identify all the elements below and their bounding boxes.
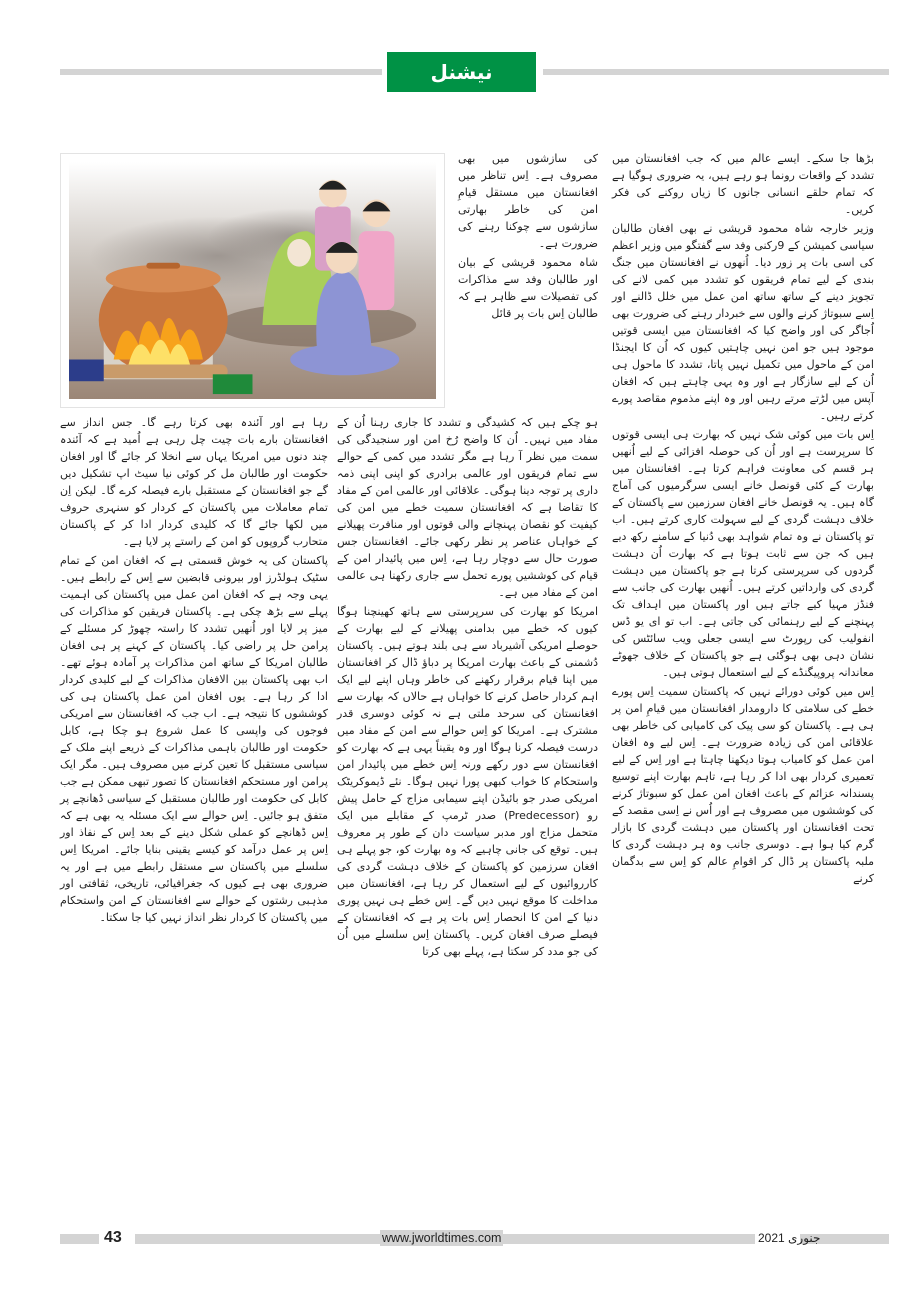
article-column-middle	[337, 414, 598, 962]
article-column-middle-top	[458, 150, 598, 324]
paragraph: امریکا کو بھارت کی سرپرستی سے ہاتھ کھینچنا ہوگا کیوں کہ خطے میں بدامنی پھیلانے کے لیے بھارت کے حوصلے امریکی آشیرباد سے ہی بلند ہوتے ہیں۔ پاکستان دُشمنی کے باعث بھارت امریکا پر دباؤ ڈال کر افغانستان میں اپنا قیام برقرار رکھنے کی خاطر وہاں اپنے لیے ایک اہم کردار حاصل کرنے کا خواہاں ہے حالاں کہ بھارت سے افغانستان کی سرحد ملتی ہے نہ کوئی دوسری قدر مشترک ہے۔ امریکا کو اِس حوالے سے امن کے مفاد میں درست فیصلہ کرنا ہوگا اور وہ یقیناً یہی ہے کہ بھارت کو افغانستان سے دور رکھے ورنہ اِس خطے میں پائیدار امن واستحکام کا خواب کبھی پورا نہیں ہوگا۔ نئے ڈیموکریٹک امریکی صدر جو بائیڈن اپنے سیمابی مزاج کے حامل پیش رو (Predecessor) صدر ٹرمپ کے مقابلے میں ایک متحمل مزاج اور مدبر سیاست دان کے طور پر معروف ہیں۔ توقع کی جانی چاہیے کہ وہ بھارت کو، جو پہلے ہی افغان سرزمین کو پاکستان کے خلاف دہشت گردی کی کارروائیوں کے لیے استعمال کر رہا ہے، افغانستان میں مداخلت کا موقع نہیں دیں گے۔ اِس خطے ہی نہیں پوری دنیا کے امن کا انحصار اِس بات پر ہے کہ افغانستان کے فیصلے صرف افغان کریں۔ پاکستان اِس سلسلے میں اُن کی جو مدد کر سکتا ہے، پہلے بھی کرتا	[337, 605, 598, 958]
header-rule-left	[60, 69, 382, 75]
header-rule-right	[543, 69, 889, 75]
article-column-right	[612, 150, 874, 889]
footer-rule	[60, 1234, 99, 1244]
paragraph: ہو چکے ہیں کہ کشیدگی و تشدد کا جاری رہنا اُن کے مفاد میں نہیں۔ اُن کا واضح رُخ امن اور سنجیدگی کی سمت میں نظر آ رہا ہے مگر تشدد میں کمی کے حوالے سے تمام فریقوں اور عالمی برادری کو اپنی اپنی ذمہ داری پر توجہ دینا ہوگی۔ علاقائی اور عالمی امن کے مفاد کا تقاضا ہے کہ افغانستان سمیت خطے میں امن کی کیفیت کو نقصان پہنچانے والی قوتوں اور منافرت پھیلانے کے خواہاں عناصر پر نظر رکھی جائے۔ افغانستان جس صورت حال سے دوچار رہا ہے، اِس میں پائیدار امن کے قیام کی کوششیں پورے تحمل سے جاری رکھنا ہی عالمی امن کے مفاد میں ہے۔	[337, 416, 598, 599]
paragraph: پاکستان کی یہ خوش قسمتی ہے کہ افغان امن کے تمام سٹیک ہولڈرز اور بیرونی قابضین سے اِس کے رابطے ہیں۔ یہی وجہ ہے کہ افغان امن عمل میں پاکستان کی اہمیت پہلے سے بڑھ چکی ہے۔ پاکستان فریقین کو مذاکرات کی میز پر لایا اور اُنھیں تشدد کا راستہ چھوڑ کر مسئلے کے پرامن حل پر راضی کیا۔ پاکستان کے کہنے پر ہی افغان طالبان امریکا کے ساتھ امن مذاکرات پر آمادہ ہوئے تھے۔ اب بھی پاکستان بین الافغان مذاکرات کے لیے کلیدی کردار ادا کر رہا ہے۔ یوں افغان امن عمل پاکستان ہی کی کوششوں کا نتیجہ ہے۔ اب جب کہ افغانستان سے امریکی فوجوں کی واپسی کا عمل شروع ہو چکا ہے، کابل حکومت اور طالبان باہمی مذاکرات کے ذریعے اپنے ملک کے سیاسی مستقبل کا تعین کرنے میں مصروف ہیں۔ مگر ایک پرامن اور مستحکم افغانستان کا تصور تبھی ممکن ہے جب کابل کی حکومت اور طالبان مستقبل کے سیاسی ڈھانچے پر متفق ہو جائیں۔ اِس حوالے سے ایک مسئلہ یہ بھی ہے کہ اِس ڈھانچے کو عملی شکل دینے کے بعد اِس کے نفاذ اور اِس پر عمل درآمد کو کیسے یقینی بنایا جائے۔ امریکا اِس سلسلے میں پاکستان سے مستقل رابطے میں ہے اور یہ ضروری بھی ہے کیوں کہ جغرافیائی، تاریخی، ثقافتی اور مذہبی رشتوں کے حوالے سے افغانستان کے امن واستحکام میں پاکستان کا کردار نظر انداز نہیں کیا جا سکتا۔	[60, 554, 328, 924]
article-illustration	[60, 153, 445, 408]
paragraph: بڑھا جا سکے۔ ایسے عالم میں کہ جب افغانستان میں تشدد کے واقعات رونما ہو رہے ہیں، یہ ضروری ہوگیا ہے کہ تمام حلقے انسانی جانوں کا زیاں روکنے کی فکر کریں۔	[612, 152, 874, 216]
paragraph: رہا ہے اور آئندہ بھی کرتا رہے گا۔ جس انداز سے افغانستان بارے بات چیت چل رہی ہے اُمید ہے کہ آئندہ چند دنوں میں امریکا یہاں سے انخلا کر جائے گا اور افغان حکومت اور طالبان مل کر کوئی نیا سیٹ اپ تشکیل دیں گے جو افغانستان کے مستقبل بارے فیصلہ کرے گا۔ لیکن اِن تمام معاملات میں پاکستان کے کردار کو سنہری حروف میں لکھا جائے گا کہ کلیدی کردار ادا کر کے پاکستان متحارب گروپوں کو امن کے راستے پر لایا ہے۔	[60, 416, 328, 548]
cartoon-family-pot-fire-icon	[69, 162, 436, 399]
paragraph: اِس میں کوئی دورائے نہیں کہ پاکستان سمیت اِس پورے خطے کی سلامتی کا دارومدار افغانستان میں قیامِ امن پر ہی ہے۔ پاکستان کو سی پیک کی کامیابی کی خاطر بھی علاقائی امن کی زیادہ ضرورت ہے۔ اِس لیے وہ افغان امن عمل کو کامیاب ہوتا دیکھنا چاہتا ہے اور اِس کے لیے تعمیری کردار بھی ادا کر رہا ہے، تاہم بھارت اپنے توسیع پسندانہ عزائم کے باعث افغان امن عمل کو سبوتاژ کرنے کی کوششوں میں مصروف ہے اور اُس نے اِسی مقصد کے تحت افغانستان اور پاکستان میں دہشت گردی کا بازار گرم کیا ہوا ہے۔ دوسری جانب وہ ہر دہشت گردی کا ملبہ پاکستان پر ڈال کر اقوامِ عالم کو اِس سے بدگمان کرنے	[612, 685, 874, 885]
website-link[interactable]: www.jworldtimes.com	[382, 1231, 502, 1245]
paragraph: شاہ محمود قریشی کے بیان اور طالبان وفد سے مذاکرات کی تفصیلات سے ظاہر ہے کہ طالبان اِس بات پر قائل	[458, 256, 598, 320]
issue-date: جنوری 2021	[758, 1231, 821, 1245]
paragraph: وزیر خارجہ شاہ محمود قریشی نے بھی افغان طالبان سیاسی کمیشن کے 9رکنی وفد سے گفتگو میں وزیر اعظم کی اسی بات پر زور دیا۔ اُنھوں نے افغانستان میں جنگ بندی کے لیے تمام فریقوں کو تشدد میں کمی لانے کی تجویز دینے کے ساتھ ساتھ امن عمل میں خلل ڈالنے اور اِسے سبوتاژ کرنے والوں سے خبردار رہنے کی ضرورت بھی اُجاگر کی اور واضح کیا کہ افغانستان میں ایسی قوتیں موجود ہیں جو امن نہیں چاہتیں کیوں کہ اُن کا ایجنڈا امن کے ماحول میں تکمیل نہیں پاتا، تشدد کا ماحول ہی اُن کے لیے سازگار ہے اور وہ یہی چاہتے ہیں کہ افغان آپس میں لڑتے مرتے رہیں اور وہ اپنے مذموم مقاصد پورے کرتے رہیں۔	[612, 222, 874, 422]
article-column-left	[60, 414, 328, 928]
paragraph: اِس بات میں کوئی شک نہیں کہ بھارت ہی ایسی قوتوں کا سرپرست ہے اور اُن کی حوصلہ افزائی کے لیے اُنھیں ہر قسم کی معاونت فراہم کرتا ہے۔ افغانستان میں بھارت کے کئی قونصل خانے ایسی سرگرمیوں کی آماج گاہ ہیں۔ یہ قونصل خانے افغان سرزمین سے پاکستان کے خلاف دہشت گردی کے لیے سہولت کاری کرتے ہیں۔ اب تو پاکستان نے وہ تمام شواہد بھی دُنیا کے سامنے رکھ دیے ہیں کہ جن سے ثابت ہوتا ہے کہ بھارت اُن دہشت گردوں کی سرپرستی کرتا ہے جو پاکستان میں دہشت گردی کی وارداتیں کرتے ہیں۔ اُنھیں بھارت کی جانب سے فنڈز مہیا کیے جاتے ہیں اور پاکستان میں اہداف تک پہنچنے کے لیے رہنمائی کی جاتی ہے۔ اب تو ای یو ڈس انفولیب کی رپورٹ سے ایسی جعلی ویب سائٹس کی نشان دہی بھی ہوگئی ہے جو پاکستان کے خلاف جھوٹے معاندانہ پروپیگنڈے کے لیے استعمال ہوتی ہیں۔	[612, 428, 874, 679]
paragraph: کی سازشوں میں بھی مصروف ہے۔ اِس تناظر میں افغانستان میں مستقل قیامِ امن کی خاطر بھارتی سازشوں سے چوکنا رہنے کی ضرورت ہے۔	[458, 152, 598, 250]
page-number: 43	[104, 1229, 122, 1246]
section-label: نیشنل	[387, 52, 536, 92]
